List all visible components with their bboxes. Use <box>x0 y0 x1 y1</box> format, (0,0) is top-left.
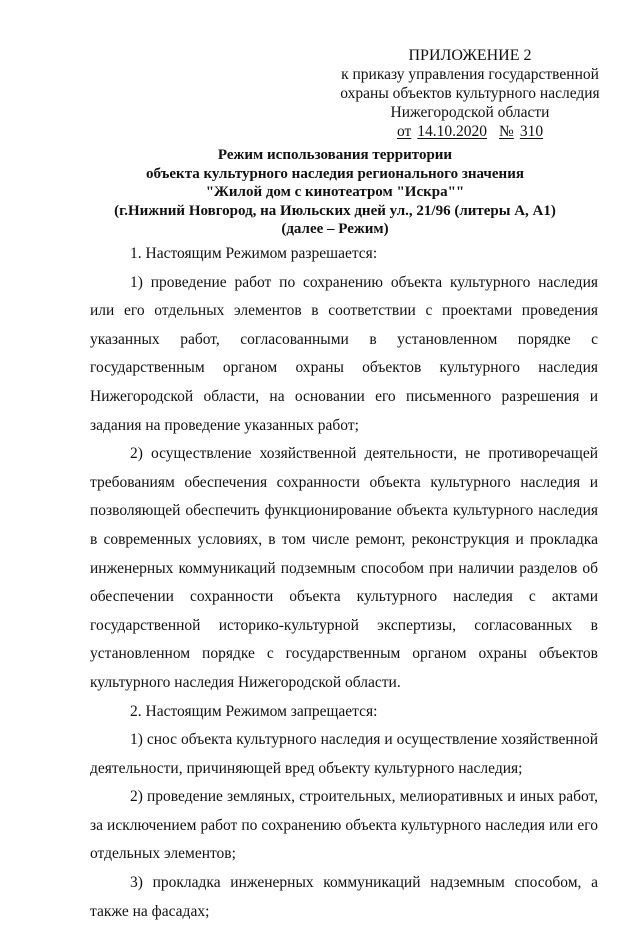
heading-line-4: (г.Нижний Новгород, на Июльских дней ул., 21/96 (литеры А, А1) <box>114 202 556 219</box>
document-body <box>90 240 598 926</box>
heading-line-3: "Жилой дом с кинотеатром "Искра"" <box>205 184 465 200</box>
section-1-title: 1. Настоящим Режимом разрешается: <box>130 245 378 262</box>
appendix-block <box>320 46 620 141</box>
section-2-item-3: 3) прокладка инженерных коммуникаций надземным способом, а также на фасадах; <box>90 874 598 920</box>
section-1-item-1: 1) проведение работ по сохранению объекта культурного наследия или его отдельных элементов в соответствии с проектами проведения указанных работ, согласованными в установленном порядке с государственным органом охраны объектов культурного наследия Нижегородской области, на основании его письменного разрешения и задания на проведение указанных работ; <box>90 273 598 434</box>
section-2-title: 2. Настоящим Режимом запрещается: <box>130 702 378 720</box>
document-heading <box>70 146 600 239</box>
section-1-item-2: 2) осуществление хозяйственной деятельности, не противоречащей требованиям обеспечения сохранности объекта культурного наследия и позволяющей обеспечить функционирование объекта культурного наследия в современных условиях, в том числе ремонт, реконструкция и прокладка инженерных коммуникаций подземным способом при наличии разделов об обеспечении сохранности объекта культурного наследия с актами государственной историко-культурной экспертизы, согласованных в установленном порядке с государственным органом охраны объектов культурного наследия Нижегородской области. <box>90 445 598 691</box>
section-2-item-2: 2) проведение земляных, строительных, мелиоративных и иных работ, за исключением работ по сохранению объекта культурного наследия или его отдельных элементов; <box>90 788 598 863</box>
heading-line-5: (далее – Режим) <box>281 221 389 237</box>
order-number: 310 <box>519 123 544 140</box>
order-date: 14.10.2020 <box>417 123 488 140</box>
order-reference <box>320 122 620 141</box>
heading-line-2: объекта культурного наследия регионального значения <box>146 165 524 182</box>
appendix-line-1: к приказу управления государственной <box>341 66 599 83</box>
appendix-title: ПРИЛОЖЕНИЕ 2 <box>408 47 532 64</box>
order-no-sign: № <box>499 123 514 140</box>
order-prefix: от <box>396 123 412 140</box>
section-2-item-1: 1) снос объекта культурного наследия и осуществление хозяйственной деятельности, причиняющей вред объекту культурного наследия; <box>90 731 598 777</box>
order-reference-underlined <box>397 122 543 141</box>
appendix-line-2: охраны объектов культурного наследия <box>340 85 600 102</box>
appendix-line-3: Нижегородской области <box>390 104 550 121</box>
heading-line-1: Режим использования территории <box>217 147 453 163</box>
